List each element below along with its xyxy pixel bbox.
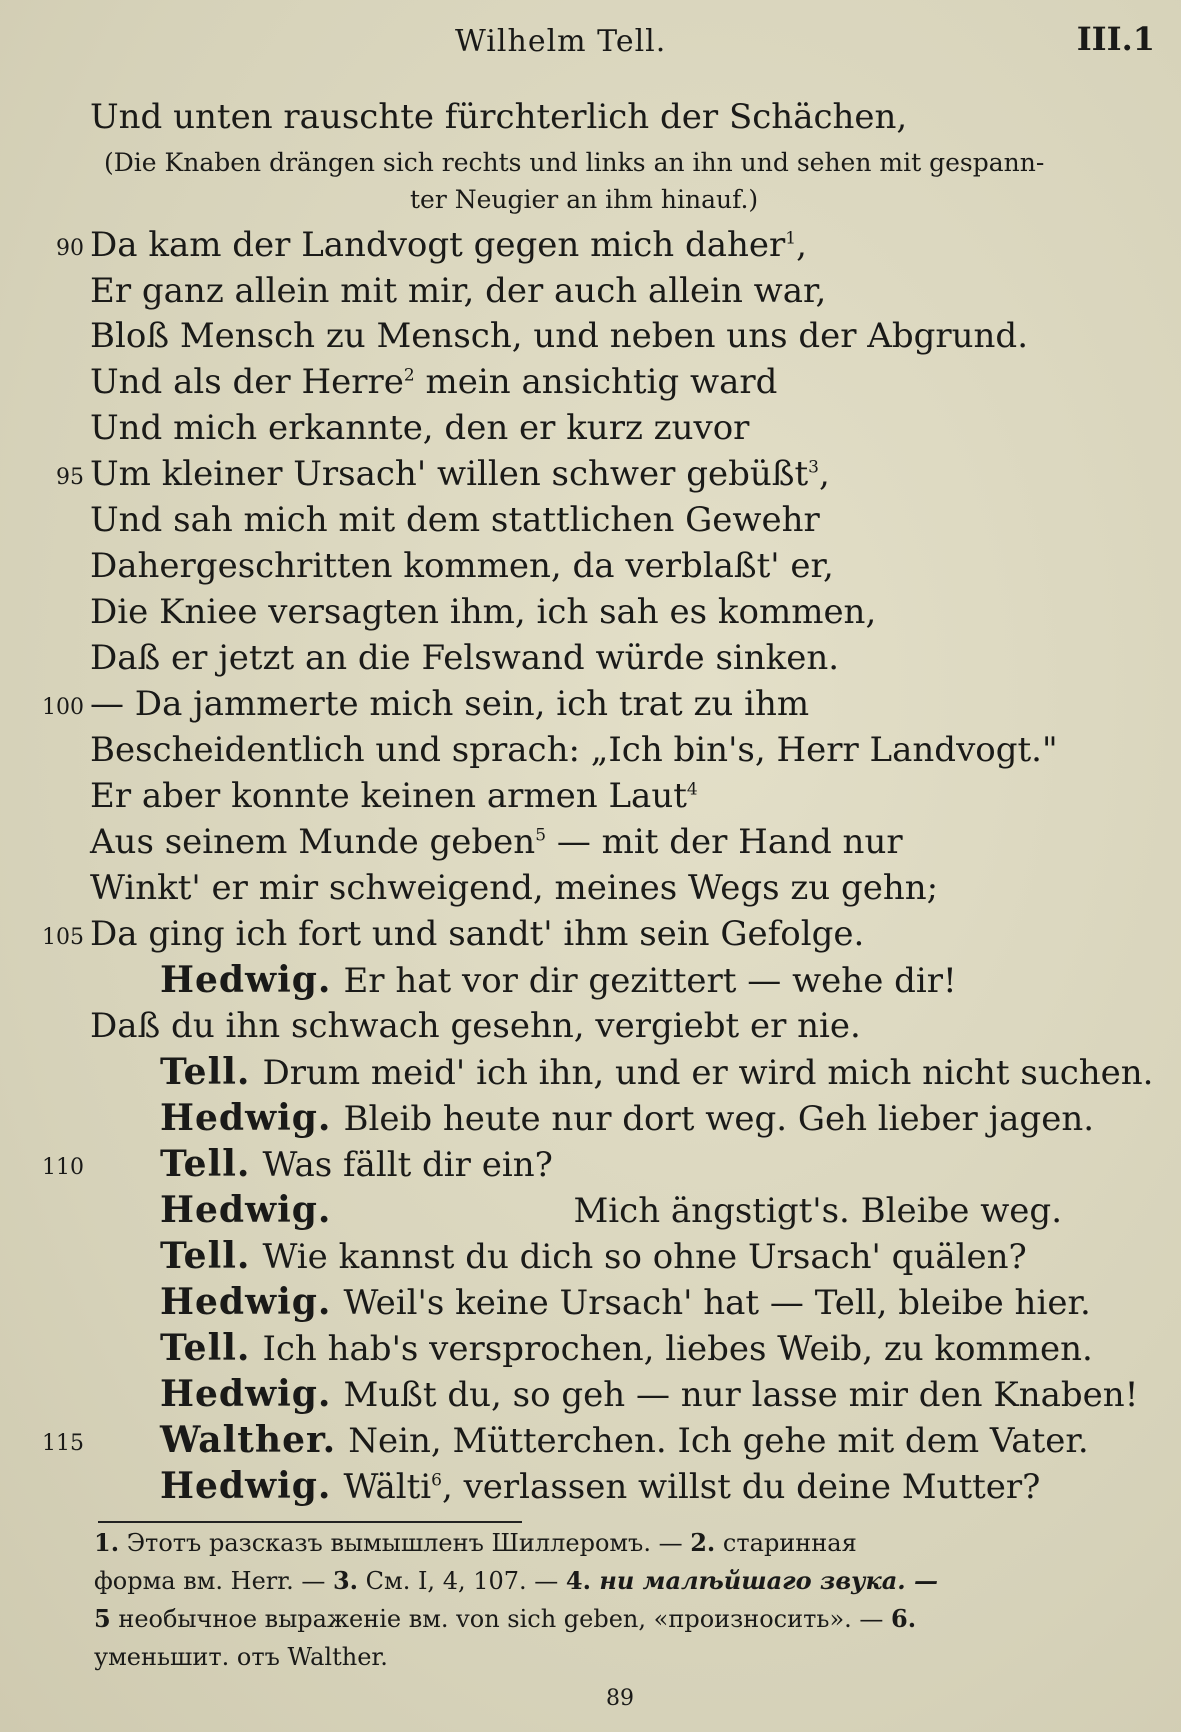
dialogue-text: Wälti: [343, 1467, 432, 1507]
dialogue-line: [0, 1463, 1181, 1509]
dialogue-line: [0, 1417, 1181, 1463]
line-number: 100: [42, 695, 84, 720]
footnote-marker: 1: [785, 228, 797, 249]
verse-text: Daß er jetzt an die Felswand würde sinken.: [90, 638, 840, 678]
verse-line: [0, 727, 1181, 773]
verse-text: Er ganz allein mit mir, der auch allein war,: [90, 271, 827, 311]
verse-line: [0, 773, 1181, 819]
footnote-number: 3.: [332, 1566, 359, 1595]
verse-text: Dahergeschritten kommen, da verblaßt' er,: [90, 546, 834, 586]
verse-text-tail: mein ansichtig ward: [414, 362, 778, 402]
dialogue-line: [0, 1141, 1181, 1187]
footnote-text-italic: ни малѣйшаго звука. —: [590, 1566, 938, 1595]
footnote-line: [94, 1600, 1154, 1638]
verse-line: [0, 543, 1181, 589]
verse-text: Er aber konnte keinen armen Laut: [90, 776, 687, 816]
speaker-name: Hedwig.: [160, 1281, 332, 1323]
stage-direction-text: ter Neugier an ihm hinauf.): [410, 185, 759, 214]
page-number: 89: [606, 1686, 634, 1711]
speaker-name: Tell.: [160, 1143, 251, 1185]
verse-text: Und als der Herre: [90, 362, 404, 402]
footnote-text: форма вм. Herr. —: [94, 1567, 333, 1595]
verse-text: Bescheidentlich und sprach: „Ich bin's, Herr Landvogt.": [90, 730, 1058, 770]
verse-line: [0, 865, 1181, 911]
verse-line: [0, 94, 1181, 140]
verse-text: Daß du ihn schwach gesehn, vergiebt er nie.: [90, 1006, 861, 1046]
speaker-name: Hedwig.: [160, 1373, 332, 1415]
verse-text: Da ging ich fort und sandt' ihm sein Gefolge.: [90, 914, 865, 954]
speaker-name: Tell.: [160, 1327, 251, 1369]
verse-line: [0, 313, 1181, 359]
dialogue-line: [0, 1095, 1181, 1141]
stage-direction: [0, 146, 1181, 180]
footnote-number: 1.: [94, 1528, 120, 1557]
dialogue-line: [0, 1325, 1181, 1371]
speaker-name: Hedwig.: [160, 959, 332, 1001]
verse-text: Bloß Mensch zu Mensch, und neben uns der Abgrund.: [90, 316, 1029, 356]
dialogue-text: Mich ängstigt's. Bleibe weg.: [573, 1191, 1063, 1231]
speaker-name: Hedwig.: [160, 1097, 332, 1139]
footnote-rule: [98, 1521, 522, 1523]
verse-line: [0, 497, 1181, 543]
dialogue-text: Nein, Mütterchen. Ich gehe mit dem Vater.: [348, 1421, 1089, 1461]
dialogue-text: Drum meid' ich ihn, und er wird mich nicht suchen.: [262, 1053, 1154, 1093]
page-header: [0, 18, 1181, 68]
verse-line: [0, 268, 1181, 314]
verse-text: Und sah mich mit dem stattlichen Gewehr: [90, 500, 820, 540]
speaker-name: Tell.: [160, 1051, 251, 1093]
verse-text: Aus seinem Munde geben: [90, 822, 536, 862]
verse-line: [0, 819, 1181, 865]
verse-line: [0, 222, 1181, 268]
speaker-name: Hedwig.: [160, 1189, 332, 1231]
footnote-text: старинная: [715, 1529, 857, 1557]
dialogue-line: [0, 1371, 1181, 1417]
footnote-marker: 4: [686, 779, 698, 800]
dialogue-line: [0, 1279, 1181, 1325]
dialogue-text: Bleib heute nur dort weg. Geh lieber jagen.: [343, 1099, 1095, 1139]
verse-text: Da kam der Landvogt gegen mich daher: [90, 225, 786, 265]
verse-line: [0, 911, 1181, 957]
footnote-line: [94, 1638, 1154, 1676]
running-title: Wilhelm Tell.: [455, 24, 667, 59]
verse-line: [0, 681, 1181, 727]
footnote-line: [94, 1562, 1154, 1600]
section-mark: III.1: [1076, 20, 1155, 58]
dialogue-line: [0, 1233, 1181, 1279]
line-number: 90: [56, 236, 84, 261]
footnote-line: [94, 1524, 1154, 1562]
dialogue-text: Mußt du, so geh — nur lasse mir den Knaben!: [343, 1375, 1139, 1415]
dialogue-text: Wie kannst du dich so ohne Ursach' quälen?: [262, 1237, 1027, 1277]
verse-line: [0, 1003, 1181, 1049]
dialogue-line: [0, 957, 1181, 1003]
verse-text-tail: ,: [818, 454, 830, 494]
footnote-marker: 5: [535, 825, 547, 846]
footnote-number: 2.: [690, 1528, 716, 1557]
speaker-name: Tell.: [160, 1235, 251, 1277]
dialogue-text: Er hat vor dir gezittert — wehe dir!: [343, 961, 957, 1001]
line-number: 105: [42, 925, 84, 950]
dialogue-line: [0, 1049, 1181, 1095]
verse-text: Winkt' er mir schweigend, meines Wegs zu gehn;: [90, 868, 939, 908]
verse-line: [0, 405, 1181, 451]
stage-direction-text: (Die Knaben drängen sich rechts und links an ihn und sehen mit gespann-: [104, 148, 1045, 177]
footnote-text: См. I, 4, 107. —: [358, 1567, 566, 1595]
dialogue-line: [0, 1187, 1181, 1233]
speaker-name: Hedwig.: [160, 1465, 332, 1507]
dialogue-text-tail: , verlassen willst du deine Mutter?: [441, 1467, 1041, 1507]
footnote-number: 4.: [565, 1566, 591, 1595]
verse-text: — Da jammerte mich sein, ich trat zu ihm: [90, 684, 810, 724]
verse-text: Um kleiner Ursach' willen schwer gebüßt: [90, 454, 809, 494]
footnote-number: 6.: [891, 1604, 917, 1633]
line-number: 110: [42, 1155, 84, 1180]
footnote-marker: 2: [403, 365, 415, 386]
footnote-number: 5: [94, 1604, 111, 1633]
footnote-text: уменьшит. отъ Walther.: [94, 1643, 388, 1671]
dialogue-text: Weil's keine Ursach' hat — Tell, bleibe hier.: [343, 1283, 1091, 1323]
verse-text: Und mich erkannte, den er kurz zuvor: [90, 408, 750, 448]
footnote-text: необычное выраженіе вм. von sich geben, «произносить». —: [110, 1605, 892, 1633]
verse-line: [0, 451, 1181, 497]
verse-text-tail: — mit der Hand nur: [546, 822, 903, 862]
line-number: 115: [42, 1431, 84, 1456]
footnote-marker: 6: [431, 1470, 442, 1491]
verse-line: [0, 359, 1181, 405]
speaker-name: Walther.: [160, 1419, 337, 1461]
verse-text-tail: ,: [796, 225, 807, 265]
footnote-text: Этотъ разсказъ вымышленъ Шиллеромъ. —: [119, 1529, 691, 1557]
stage-direction: [0, 183, 1181, 217]
verse-line: [0, 589, 1181, 635]
footnote-marker: 3: [808, 457, 819, 478]
dialogue-text: Ich hab's versprochen, liebes Weib, zu kommen.: [262, 1329, 1093, 1369]
dialogue-text: Was fällt dir ein?: [262, 1145, 553, 1185]
verse-text: Die Kniee versagten ihm, ich sah es kommen,: [90, 592, 877, 632]
verse-line: [0, 635, 1181, 681]
verse-text: Und unten rauschte fürchterlich der Schächen,: [90, 97, 908, 137]
line-number: 95: [56, 465, 84, 490]
